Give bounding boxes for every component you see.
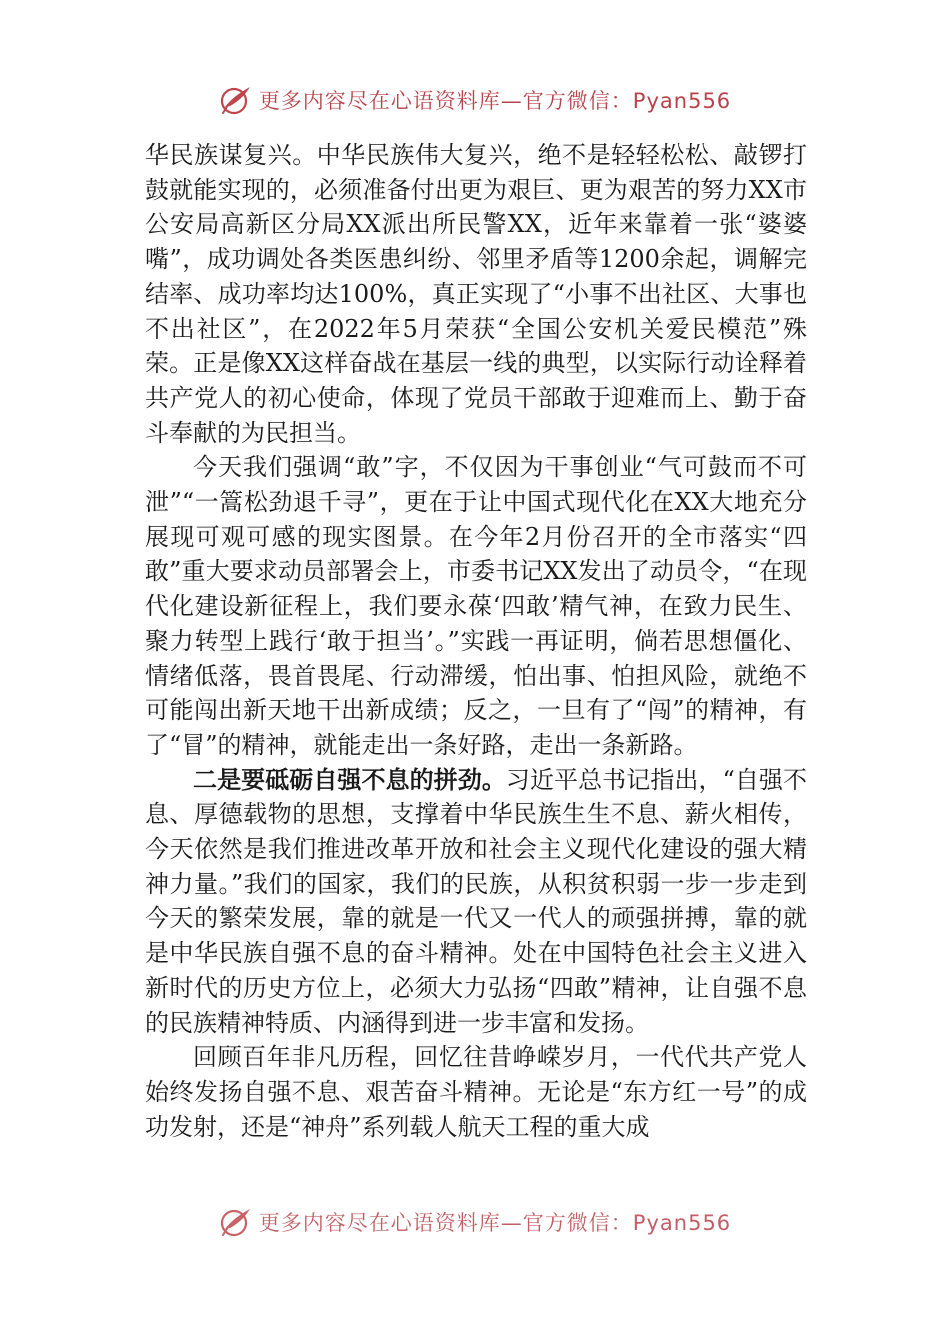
- paragraph-4: [145, 1040, 807, 1144]
- section-heading: 二是要砥砺自强不息的拼劲。: [193, 764, 506, 794]
- paragraph-3: [145, 763, 807, 1041]
- paragraph-2: [145, 450, 807, 762]
- watermark-header: [0, 78, 950, 122]
- document-body: [145, 138, 807, 1144]
- watermark-text: 更多内容尽在心语资料库—官方微信：Pyan556: [258, 89, 732, 113]
- paragraph-text: 回顾百年非凡历程，回忆往昔峥嵘岁月，一代代共产党人始终发扬自强不息、艰苦奋斗精神。无论是“东方红一号”的成功发射，还是“神舟”系列载人航天工程的重大成: [145, 1043, 807, 1141]
- paragraph-text: 华民族谋复兴。中华民族伟大复兴，绝不是轻轻松松、敲锣打鼓就能实现的，必须准备付出更为艰巨、更为艰苦的努力XX市公安局高新区分局XX派出所民警XX，近年来靠着一张“婆婆嘴”，成功调处各类医患纠纷、邻里矛盾等1200余起，调解完结率、成功率均达100%，真正实现了“小事不出社区、大事也不出社区”，在2022年5月荣获“全国公安机关爱民模范”殊荣。正是像XX这样奋战在基层一线的典型，以实际行动诠释着共产党人的初心使命，体现了党员干部敢于迎难而上、勤于奋斗奉献的为民担当。: [145, 141, 807, 447]
- paragraph-text: 习近平总书记指出，“自强不息、厚德载物的思想，支撑着中华民族生生不息、薪火相传，今天依然是我们推进改革开放和社会主义现代化建设的强大精神力量。”我们的国家，我们的民族，从积贫积弱一步一步走到今天的繁荣发展，靠的就是一代又一代人的顽强拼搏，靠的就是中华民族自强不息的奋斗精神。处在中国特色社会主义进入新时代的历史方位上，必须大力弘扬“四敢”精神，让自强不息的民族精神特质、内涵得到进一步丰富和发扬。: [145, 765, 807, 1037]
- watermark-footer: [0, 1200, 950, 1244]
- feather-pen-logo-icon: [219, 83, 253, 117]
- paragraph-text: 今天我们强调“敢”字，不仅因为干事创业“气可鼓而不可泄”“一篙松劲退千寻”，更在于让中国式现代化在XX大地充分展现可观可感的现实图景。在今年2月份召开的全市落实“四敢”重大要求动员部署会上，市委书记XX发出了动员令，“在现代化建设新征程上，我们要永葆‘四敢’精气神，在致力民生、聚力转型上践行‘敢于担当’。”实践一再证明，倘若思想僵化、情绪低落，畏首畏尾、行动滞缓，怕出事、怕担风险，就绝不可能闯出新天地干出新成绩；反之，一旦有了“闯”的精神，有了“冒”的精神，就能走出一条好路，走出一条新路。: [145, 453, 807, 759]
- paragraph-1: [145, 138, 807, 450]
- feather-pen-logo-icon: [219, 1205, 253, 1239]
- watermark-text: 更多内容尽在心语资料库—官方微信：Pyan556: [258, 1211, 732, 1235]
